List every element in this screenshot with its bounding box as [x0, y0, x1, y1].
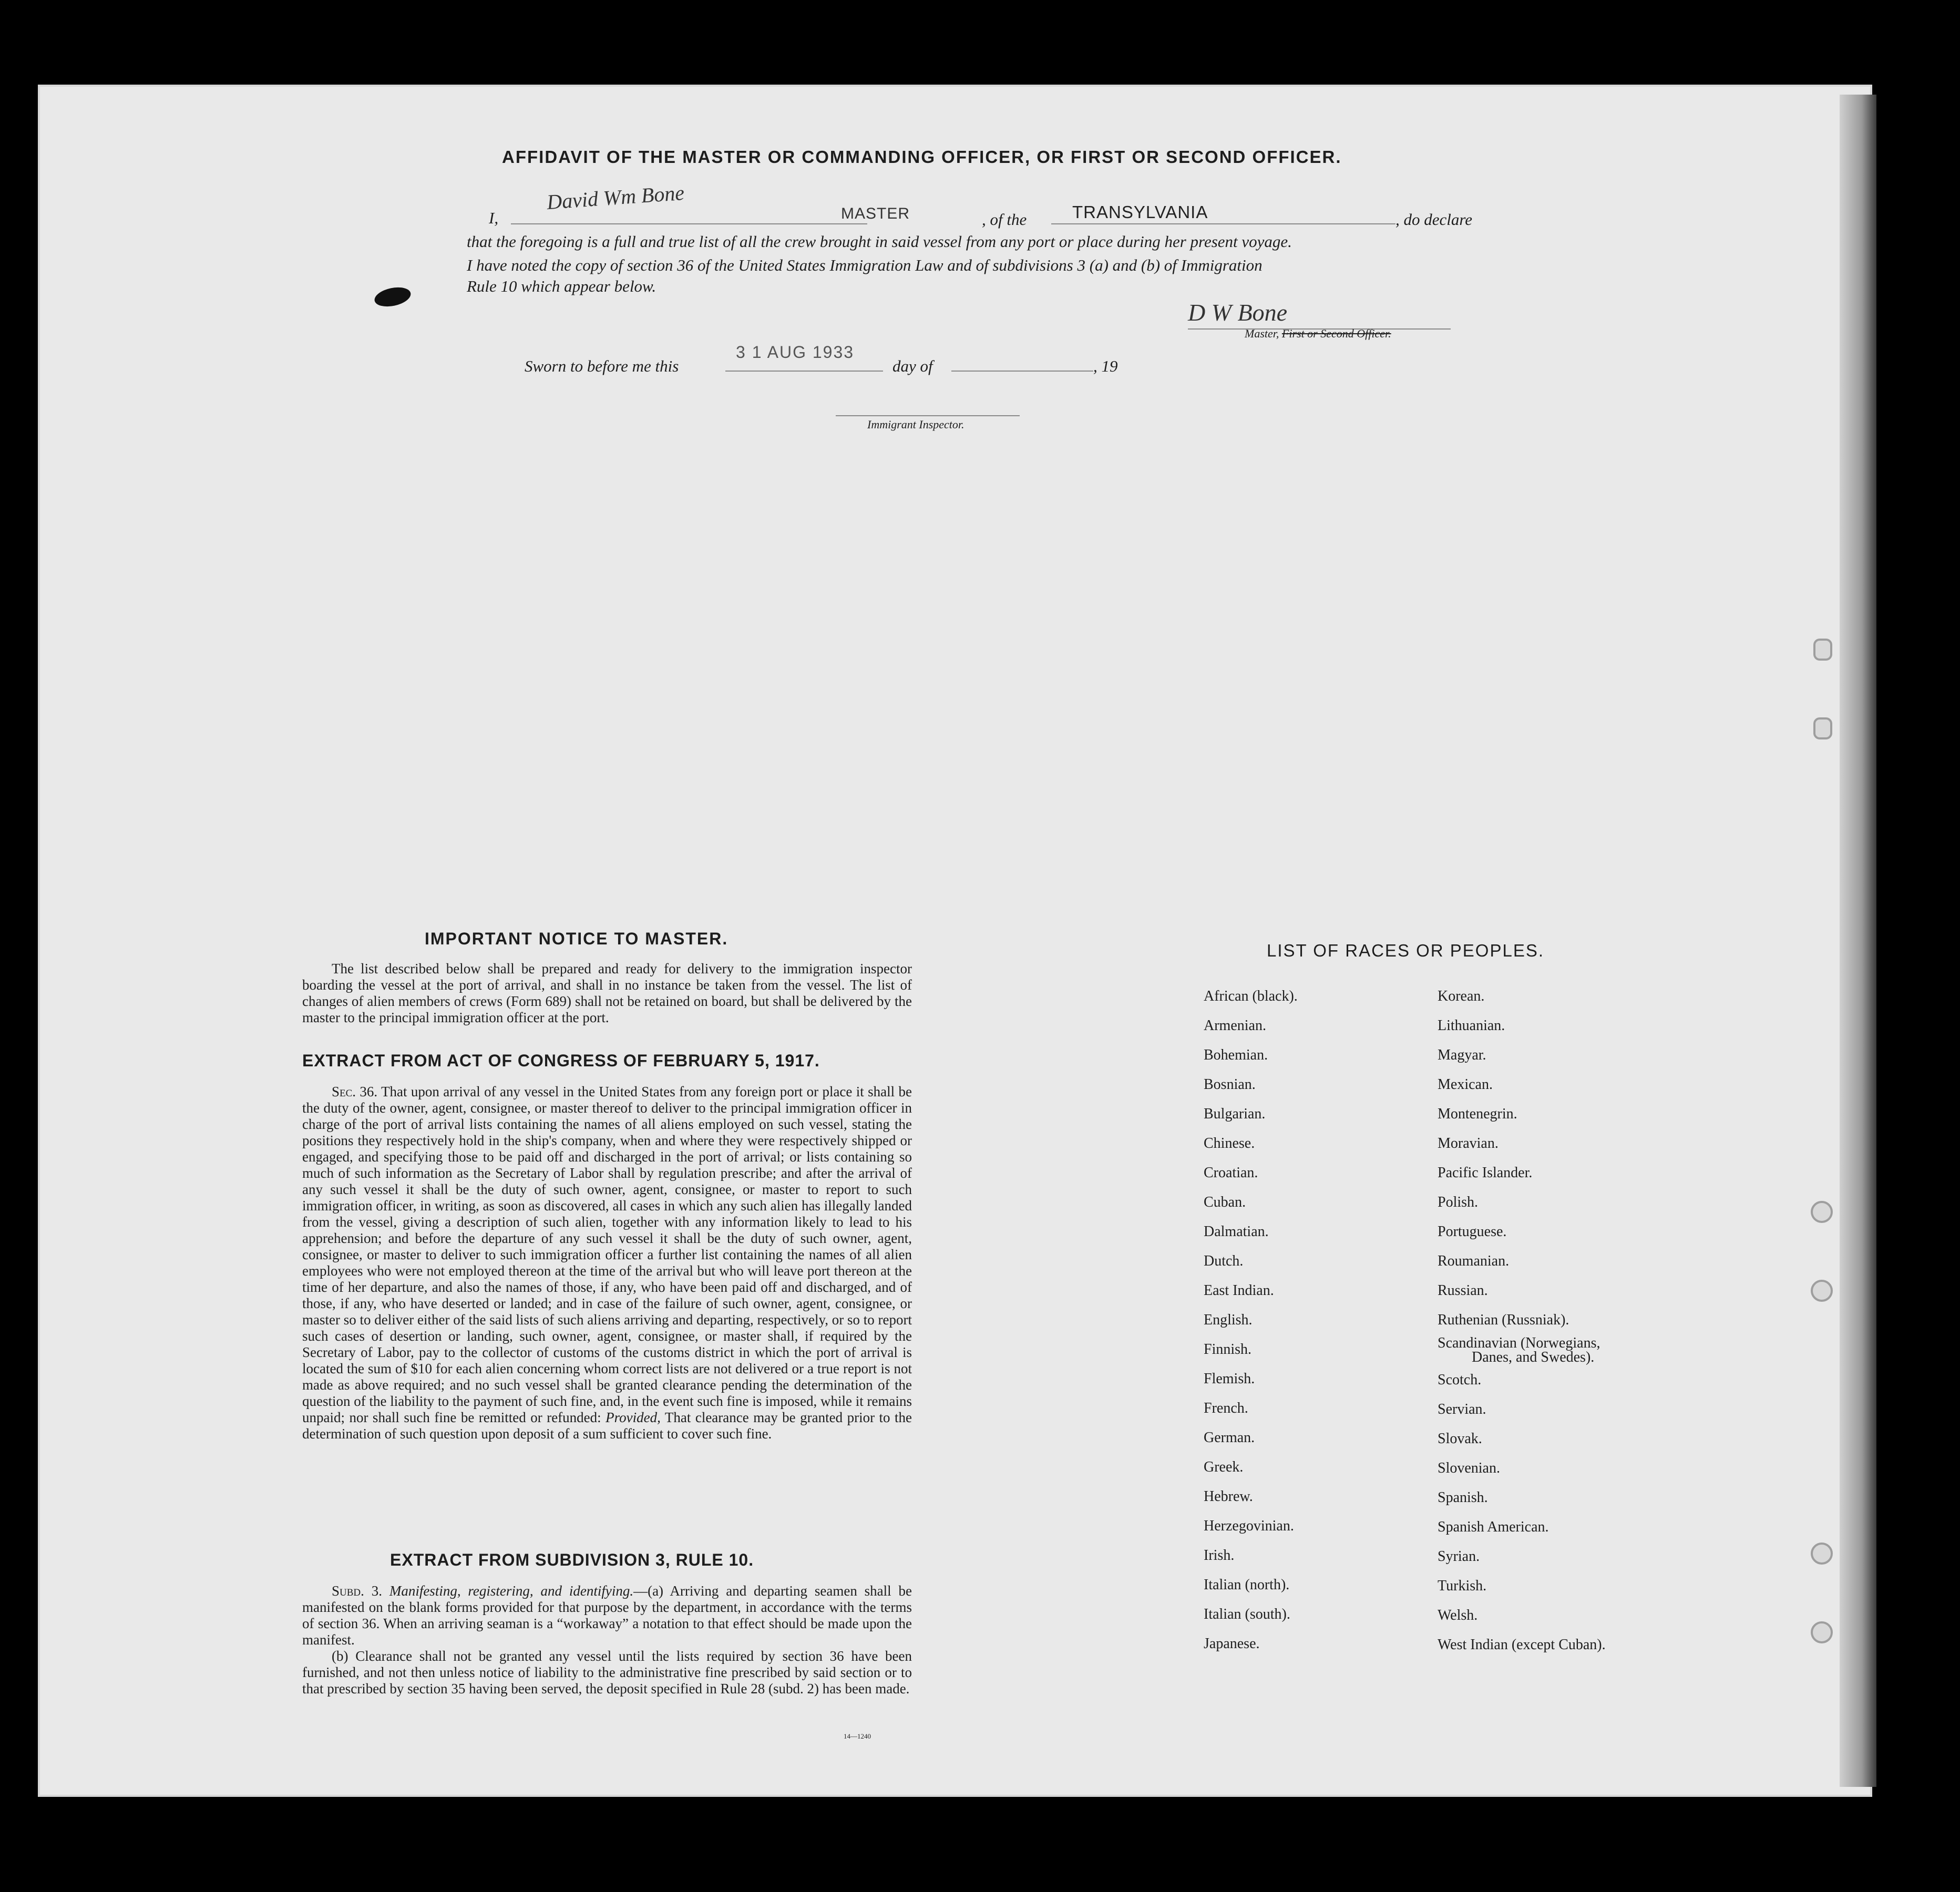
rule-extract-block [302, 1583, 912, 1697]
races-column-2 [1438, 982, 1606, 1660]
declaration-line-3: Rule 10 which appear below. [467, 277, 656, 295]
year-label: , 19 [1093, 357, 1118, 375]
race-item: Bosnian. [1204, 1076, 1256, 1093]
declaration-intro: I, [489, 209, 499, 227]
race-item: East Indian. [1204, 1282, 1274, 1299]
race-item: Scotch. [1438, 1372, 1482, 1388]
race-item: Hebrew. [1204, 1488, 1253, 1505]
race-item: African (black). [1204, 988, 1298, 1004]
sworn-label: Sworn to before me this [525, 357, 679, 375]
races-title: LIST OF RACES OR PEOPLES. [1267, 941, 1545, 960]
race-item: Italian (north). [1204, 1577, 1290, 1593]
race-item: Turkish. [1438, 1578, 1487, 1594]
page-edge [1840, 95, 1876, 1787]
race-item: Syrian. [1438, 1548, 1480, 1565]
race-item: Slovak. [1438, 1431, 1482, 1447]
race-item: Ruthenian (Russniak). [1438, 1312, 1569, 1328]
race-item: Portuguese. [1438, 1223, 1507, 1240]
do-declare-label: , do declare [1395, 210, 1473, 229]
rule-extract-title: EXTRACT FROM SUBDIVISION 3, RULE 10. [390, 1550, 754, 1569]
race-item: English. [1204, 1312, 1253, 1328]
race-item: Finnish. [1204, 1341, 1252, 1358]
date-line [725, 371, 883, 372]
punch-hole [1813, 717, 1832, 739]
race-item: Mexican. [1438, 1076, 1493, 1093]
race-item: Polish. [1438, 1194, 1479, 1210]
officer-signature: D W Bone [1188, 299, 1288, 326]
sec-36-text: That upon arrival of any vessel in the United States from any foreign port or place it shall be the duty of the owner, agent, consignee, or master thereof to deliver to the principal immigration officer in charge of the port of arrival lists containing the names of all aliens employed on such vessel, stating the positions they respectively hold in the ship's company, when and where they were respectively shipped or engaged, and specifying those to be paid off and discharged in the port of arrival; or lists containing so much of such information as the Secretary of Labor shall by regulation prescribe; and after the arrival of any such vessel it shall be the duty of such owner, agent, consignee, or master to report to such immigration officer, in writing, as soon as discovered, all cases in which any such alien has illegally landed from the vessel, giving a description of such alien, together with any information likely to lead to his apprehension; and before the departure of any such vessel it shall be the duty of such owner, agent, consignee, or master to deliver to such immigration officer a further list containing the names of all alien employees who were not employed thereon at the time of the arrival but who will leave port thereon at the time of her departure, and also the names of those, if any, who have been paid off and discharged, and of those, if any, who have deserted or landed; and in case of the failure of such owner, agent, consignee, or master so to deliver either of the said lists of such aliens arriving and departing, respectively, or so to report such cases of desertion or landing, such owner, agent, consignee, or master shall, if required by the Secretary of Labor, pay to the collector of customs of the customs district in which the port of arrival is located the sum of $10 for each alien concerning whom correct lists are not delivered or a true report is not made as above required; and no such vessel shall be granted clearance pending the determination of the question of the liability to the payment of such fine, and, in the event such fine is imposed, while it remains unpaid; nor shall such fine be remitted or refunded: [302, 1084, 912, 1425]
race-item: Roumanian. [1438, 1253, 1510, 1269]
form-number: 14—1240 [844, 1732, 871, 1740]
proviso-text: That clearance may be granted prior to the determination of such question upon deposit of a sum sufficient to cover such fine. [302, 1410, 912, 1442]
race-item: Bulgarian. [1204, 1106, 1266, 1122]
declaration-line-1: that the foregoing is a full and true list of all the crew brought in said vessel from any port or place during her present voyage. [467, 232, 1292, 251]
race-item [1438, 1335, 1606, 1365]
race-item: Armenian. [1204, 1017, 1266, 1034]
declaration-line-2: I have noted the copy of section 36 of the United States Immigration Law and of subdivisions 3 (a) and (b) of Immigration [467, 256, 1263, 274]
sec-36-label: Sec. 36. [332, 1084, 378, 1099]
races-column-1 [1204, 982, 1298, 1659]
race-item: West Indian (except Cuban). [1438, 1637, 1606, 1653]
month-line [951, 371, 1093, 372]
race-item: Greek. [1204, 1459, 1244, 1475]
race-item: Montenegrin. [1438, 1106, 1517, 1122]
race-item: Italian (south). [1204, 1606, 1290, 1622]
vessel-name: TRANSYLVANIA [1072, 202, 1208, 222]
subd-heading: Manifesting, registering, and identifying. [389, 1583, 634, 1599]
race-item: Servian. [1438, 1401, 1486, 1417]
date-stamp: 3 1 AUG 1933 [736, 343, 855, 362]
race-item-line: Danes, and Swedes). [1472, 1349, 1595, 1365]
notice-text: The list described below shall be prepared and ready for delivery to the immigration inspector boarding the vessel at the port of arrival, and shall in no instance be taken from the vessel. The list of changes of alien members of crews (Form 689) shall not be retained on board, but shall be delivered by the master to the principal immigration officer at the port. [302, 961, 912, 1025]
race-item: Korean. [1438, 988, 1485, 1004]
punch-hole [1811, 1201, 1833, 1223]
signer-struck: First or Second Officer. [1281, 327, 1391, 340]
subd-b-text: (b) Clearance shall not be granted any vessel until the lists required by section 36 have been furnished, and not then unless notice of liability to the administrative fine prescribed by said section or to that prescribed by section 35 having been served, the deposit specified in Rule 28 (subd. 2) has been made. [302, 1648, 912, 1696]
race-item: Russian. [1438, 1282, 1488, 1299]
punch-hole [1813, 639, 1832, 661]
name-line [511, 223, 867, 224]
race-item: Flemish. [1204, 1371, 1255, 1387]
race-item: Spanish American. [1438, 1519, 1549, 1535]
inspector-line [836, 415, 1020, 416]
act-extract-title: EXTRACT FROM ACT OF CONGRESS OF FEBRUARY 5, 1917. [302, 1051, 820, 1070]
proviso-word: Provided, [606, 1410, 661, 1425]
punch-hole [1811, 1280, 1833, 1302]
punch-hole [1811, 1621, 1833, 1643]
race-item: Dutch. [1204, 1253, 1244, 1269]
race-item: Pacific Islander. [1438, 1165, 1533, 1181]
of-the-label: , of the [982, 210, 1027, 229]
signer-master: Master, [1245, 327, 1279, 340]
race-item: Japanese. [1204, 1636, 1260, 1652]
act-extract-block [302, 1084, 912, 1442]
race-item: Magyar. [1438, 1047, 1486, 1063]
race-item: Croatian. [1204, 1165, 1258, 1181]
race-item: French. [1204, 1400, 1248, 1416]
race-item: Chinese. [1204, 1135, 1255, 1151]
race-item: Moravian. [1438, 1135, 1499, 1151]
punch-hole [1811, 1543, 1833, 1565]
race-item-line: Scandinavian (Norwegians, [1438, 1335, 1600, 1351]
race-item: Dalmatian. [1204, 1223, 1269, 1240]
race-item: German. [1204, 1430, 1255, 1446]
race-item: Slovenian. [1438, 1460, 1500, 1476]
inspector-label: Immigrant Inspector. [867, 418, 964, 431]
notice-title: IMPORTANT NOTICE TO MASTER. [425, 929, 728, 948]
subd-a-text: —(a) Arriving and departing seamen shall be manifested on the blank forms provided for that purpose by the department, in accordance with the terms of section 36. When an arriving seaman is a “workaway” a notation to that effect should be made upon the manifest. [302, 1583, 912, 1648]
race-item: Irish. [1204, 1547, 1235, 1564]
affidavit-title: AFFIDAVIT OF THE MASTER OR COMMANDING OFFICER, OR FIRST OR SECOND OFFICER. [502, 147, 1342, 167]
race-item: Herzegovinian. [1204, 1518, 1294, 1534]
master-name-signature: David Wm Bone [546, 180, 685, 214]
vessel-line [1051, 223, 1395, 224]
rank-stamp: MASTER [841, 205, 910, 222]
subd-label: Subd. 3. [332, 1583, 382, 1599]
signer-title [1245, 327, 1391, 341]
race-item: Welsh. [1438, 1607, 1478, 1623]
day-of-label: day of [892, 357, 933, 375]
notice-text-block [302, 961, 912, 1026]
race-item: Lithuanian. [1438, 1017, 1505, 1034]
race-item: Spanish. [1438, 1489, 1488, 1506]
race-item: Cuban. [1204, 1194, 1246, 1210]
race-item: Bohemian. [1204, 1047, 1268, 1063]
